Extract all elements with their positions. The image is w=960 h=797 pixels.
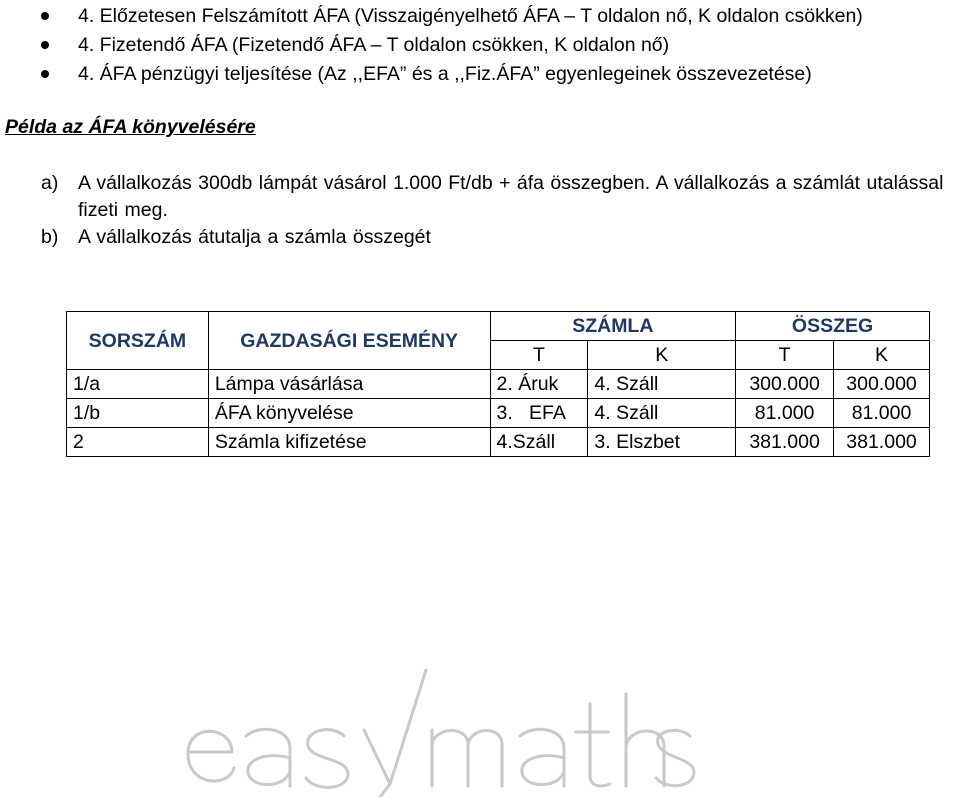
easymaths-logo bbox=[180, 664, 700, 797]
table-row bbox=[67, 428, 930, 457]
header-szamla: SZÁMLA bbox=[490, 312, 736, 341]
task-text: A vállalkozás 300db lámpát vásárol 1.000 Ft/db + áfa összegben. A vállalkozás a számlát utalással fizeti meg. bbox=[78, 172, 944, 221]
bullet-text: 4. Fizetendő ÁFA (Fizetendő ÁFA – T oldalon csökken, K oldalon nő) bbox=[78, 34, 670, 56]
subheader-t: T bbox=[736, 341, 834, 370]
cell-szamla-k: 3. Elszbet bbox=[588, 428, 736, 457]
task-text: A vállalkozás átutalja a számla összegét bbox=[78, 226, 431, 248]
ledger-table bbox=[66, 311, 930, 457]
table-header-row bbox=[67, 312, 930, 341]
logo-text: easymaths bbox=[180, 664, 185, 665]
bullet-text: 4. ÁFA pénzügyi teljesítése (Az ,,EFA” és a ,,Fiz.ÁFA” egyenlegeinek összevezetése) bbox=[78, 63, 812, 85]
table-row bbox=[67, 399, 930, 428]
cell-sorszam: 1/b bbox=[67, 399, 209, 428]
header-sorszam: SORSZÁM bbox=[67, 312, 209, 370]
task-marker: b) bbox=[41, 226, 59, 248]
cell-osszeg-t: 381.000 bbox=[736, 428, 834, 457]
bullet-dot-icon bbox=[41, 12, 49, 20]
cell-osszeg-k: 81.000 bbox=[834, 399, 930, 428]
task-list bbox=[0, 170, 960, 251]
cell-osszeg-k: 300.000 bbox=[834, 370, 930, 399]
cell-osszeg-k: 381.000 bbox=[834, 428, 930, 457]
bullet-item bbox=[0, 2, 863, 31]
cell-esemeny: Számla kifizetése bbox=[208, 428, 490, 457]
bullet-item bbox=[0, 60, 863, 89]
subheader-t: T bbox=[490, 341, 588, 370]
cell-szamla-t: 3. EFA bbox=[490, 399, 588, 428]
subheader-k: K bbox=[588, 341, 736, 370]
cell-esemeny: Lámpa vásárlása bbox=[208, 370, 490, 399]
bullet-dot-icon bbox=[41, 41, 49, 49]
subheader-k: K bbox=[834, 341, 930, 370]
header-esemeny: GAZDASÁGI ESEMÉNY bbox=[208, 312, 490, 370]
cell-szamla-t: 2. Áruk bbox=[490, 370, 588, 399]
cell-sorszam: 2 bbox=[67, 428, 209, 457]
table-row bbox=[67, 370, 930, 399]
bullet-text: 4. Előzetesen Felszámított ÁFA (Visszaigényelhető ÁFA – T oldalon nő, K oldalon csökken) bbox=[78, 5, 863, 27]
cell-szamla-k: 4. Száll bbox=[588, 399, 736, 428]
cell-sorszam: 1/a bbox=[67, 370, 209, 399]
cell-szamla-k: 4. Száll bbox=[588, 370, 736, 399]
bullet-item bbox=[0, 31, 863, 60]
task-marker: a) bbox=[41, 172, 59, 194]
bullet-dot-icon bbox=[41, 70, 49, 78]
section-heading: Példa az ÁFA könyvelésére bbox=[5, 116, 256, 138]
bullet-list bbox=[0, 2, 863, 89]
task-item bbox=[0, 224, 960, 251]
header-osszeg: ÖSSZEG bbox=[736, 312, 930, 341]
cell-osszeg-t: 81.000 bbox=[736, 399, 834, 428]
cell-szamla-t: 4.Száll bbox=[490, 428, 588, 457]
cell-osszeg-t: 300.000 bbox=[736, 370, 834, 399]
cell-esemeny: ÁFA könyvelése bbox=[208, 399, 490, 428]
task-item bbox=[0, 170, 960, 224]
